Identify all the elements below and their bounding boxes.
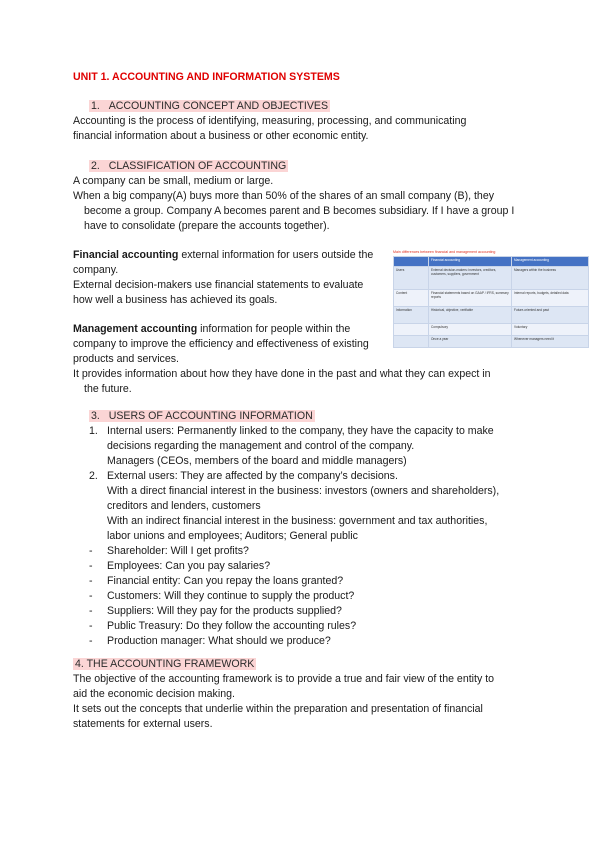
table-cell: Management accounting bbox=[512, 257, 589, 267]
table-cell: External decision-makers: investors, creditors, customers, suppliers, government bbox=[429, 267, 512, 290]
bullet-text: Public Treasury: Do they follow the accounting rules? bbox=[107, 620, 357, 632]
table-cell: Managers within the business bbox=[512, 267, 589, 290]
table-cell: Information bbox=[394, 307, 429, 324]
bullet-item bbox=[89, 544, 499, 559]
list-item-continuation: creditors and lenders, customers bbox=[107, 500, 261, 512]
table-cell: Users bbox=[394, 267, 429, 290]
table-row bbox=[394, 267, 589, 290]
section-2-title: CLASSIFICATION OF ACCOUNTING bbox=[108, 160, 287, 172]
list-item-continuation: decisions regarding the management and control of the company. bbox=[107, 440, 415, 452]
paragraph-line: company to improve the efficiency and effectiveness of existing bbox=[73, 338, 369, 350]
bullet-item bbox=[89, 634, 499, 649]
section-1-body bbox=[73, 114, 466, 144]
section-1-heading bbox=[89, 99, 330, 114]
dash-marker: - bbox=[89, 590, 93, 602]
bullet-text: Suppliers: Will they pay for the products supplied? bbox=[107, 605, 342, 617]
paragraph-line: external information for users outside the bbox=[178, 249, 374, 261]
paragraph-line: the future. bbox=[84, 383, 132, 395]
section-3-heading bbox=[89, 409, 315, 424]
section-3-title: USERS OF ACCOUNTING INFORMATION bbox=[108, 410, 313, 422]
table-cell: Future-oriented and past bbox=[512, 307, 589, 324]
table-cell bbox=[394, 257, 429, 267]
financial-accounting-term: Financial accounting bbox=[73, 249, 179, 261]
section-2-body bbox=[73, 174, 514, 234]
paragraph-line: financial information about a business or other economic entity. bbox=[73, 130, 369, 142]
paragraph-line: The objective of the accounting framework is to provide a true and fair view of the entity to bbox=[73, 673, 495, 685]
table-cell: Compulsory bbox=[429, 324, 512, 336]
table-row bbox=[394, 290, 589, 307]
section-1-title: ACCOUNTING CONCEPT AND OBJECTIVES bbox=[108, 100, 329, 112]
paragraph-line: When a big company(A) buys more than 50% of the shares of an small company (B), they bbox=[73, 190, 495, 202]
table-cell: Content bbox=[394, 290, 429, 307]
paragraph-line: A company can be small, medium or large. bbox=[73, 175, 274, 187]
bullet-text: Customers: Will they continue to supply the product? bbox=[107, 590, 355, 602]
table-cell: Internal reports, budgets, detailed data bbox=[512, 290, 589, 307]
dash-marker: - bbox=[89, 575, 93, 587]
bullet-item bbox=[89, 619, 499, 634]
list-item-text: External users: They are affected by the company’s decisions. bbox=[107, 470, 398, 482]
paragraph-line: statements for external users. bbox=[73, 718, 213, 730]
paragraph-line: company. bbox=[73, 264, 119, 276]
dash-marker: - bbox=[89, 545, 93, 557]
paragraph-line: have to consolidate (prepare the accounts together). bbox=[84, 220, 330, 232]
list-item bbox=[89, 469, 499, 484]
section-1-number: 1. bbox=[91, 100, 100, 112]
list-item-continuation: labor unions and employees; Auditors; General public bbox=[107, 530, 358, 542]
management-accounting-paragraph bbox=[73, 322, 491, 397]
dash-marker: - bbox=[89, 635, 93, 647]
list-number: 2. bbox=[89, 470, 98, 482]
table-cell: Once a year bbox=[429, 336, 512, 348]
list-item bbox=[89, 424, 499, 439]
table-cell: Whenever managers need it bbox=[512, 336, 589, 348]
table-cell: Voluntary bbox=[512, 324, 589, 336]
paragraph-line: Accounting is the process of identifying, measuring, processing, and communicating bbox=[73, 115, 467, 127]
list-item-continuation: With a direct financial interest in the business: investors (owners and shareholders), bbox=[107, 485, 500, 497]
paragraph-line: aid the economic decision making. bbox=[73, 688, 235, 700]
section-2-heading bbox=[89, 159, 288, 174]
paragraph-line: products and services. bbox=[73, 353, 179, 365]
management-accounting-term: Management accounting bbox=[73, 323, 198, 335]
paragraph-line: become a group. Company A becomes parent and B becomes subsidiary. If I have a group I bbox=[84, 205, 515, 217]
unit-title: UNIT 1. ACCOUNTING AND INFORMATION SYSTEMS bbox=[73, 71, 340, 83]
paragraph-line: It sets out the concepts that underlie within the preparation and presentation of financial bbox=[73, 703, 483, 715]
table-row bbox=[394, 307, 589, 324]
list-number: 1. bbox=[89, 425, 98, 437]
list-item-text: Internal users: Permanently linked to the company, they have the capacity to make bbox=[107, 425, 494, 437]
paragraph-line: information for people within the bbox=[197, 323, 351, 335]
section-4-title: 4. THE ACCOUNTING FRAMEWORK bbox=[75, 658, 255, 670]
bullet-item bbox=[89, 559, 499, 574]
bullet-text: Production manager: What should we produce? bbox=[107, 635, 331, 647]
paragraph-line: It provides information about how they have done in the past and what they can expect in bbox=[73, 368, 491, 380]
table-cell: Financial accounting bbox=[429, 257, 512, 267]
paragraph-line: how well a business has achieved its goals. bbox=[73, 294, 278, 306]
dash-marker: - bbox=[89, 605, 93, 617]
bullet-text: Employees: Can you pay salaries? bbox=[107, 560, 271, 572]
bullet-item bbox=[89, 574, 499, 589]
table-header-row bbox=[394, 257, 589, 267]
dash-marker: - bbox=[89, 560, 93, 572]
paragraph-line: External decision-makers use financial statements to evaluate bbox=[73, 279, 364, 291]
section-4-heading bbox=[73, 657, 256, 672]
users-list bbox=[89, 424, 499, 649]
section-2-number: 2. bbox=[91, 160, 100, 172]
dash-marker: - bbox=[89, 620, 93, 632]
financial-accounting-paragraph bbox=[73, 248, 373, 308]
section-4-body bbox=[73, 672, 494, 732]
section-3-number: 3. bbox=[91, 410, 100, 422]
bullet-text: Shareholder: Will I get profits? bbox=[107, 545, 249, 557]
table-cell: Financial statements based on GAAP / IFRS, summary reports bbox=[429, 290, 512, 307]
bullet-item bbox=[89, 604, 499, 619]
list-item-continuation: Managers (CEOs, members of the board and middle managers) bbox=[107, 455, 407, 467]
bullet-text: Financial entity: Can you repay the loans granted? bbox=[107, 575, 344, 587]
list-item-continuation: With an indirect financial interest in the business: government and tax authorities, bbox=[107, 515, 488, 527]
bullet-item bbox=[89, 589, 499, 604]
table-cell: Historical, objective, verifiable bbox=[429, 307, 512, 324]
table-caption: Main differences between financial and management accounting bbox=[393, 250, 496, 254]
